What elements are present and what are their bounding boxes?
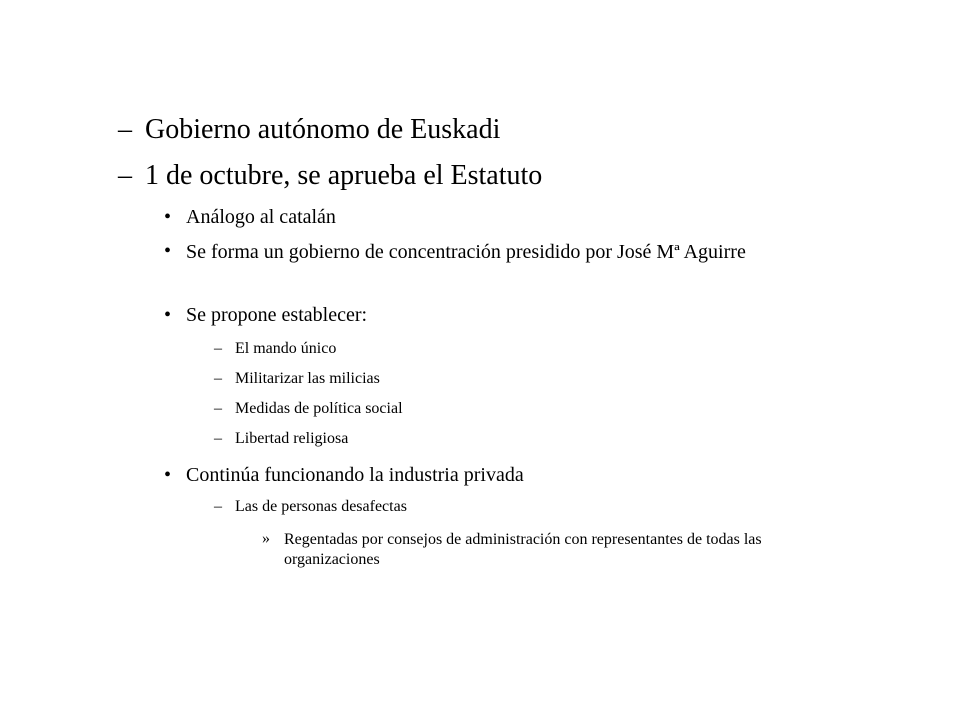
list-item-text: Continúa funcionando la industria privada <box>186 464 524 486</box>
bullet-marker: • <box>164 206 172 228</box>
list-item-text: Medidas de política social <box>235 400 403 417</box>
list-item-text: Análogo al catalán <box>186 206 336 228</box>
bullet-marker: • <box>164 240 172 262</box>
list-item-text: Las de personas desafectas <box>235 498 407 515</box>
dash-marker: – <box>118 160 132 191</box>
bullet-marker: • <box>164 464 172 486</box>
dash-marker: – <box>214 340 222 357</box>
list-item-text: 1 de octubre, se aprueba el Estatuto <box>145 160 543 191</box>
list-item-text: Se forma un gobierno de concentración presidido por José Mª Aguirre <box>186 241 746 263</box>
list-item-text: Regentadas por consejos de administración con representantes de todas las organizaciones <box>284 531 762 568</box>
list-item-text: Libertad religiosa <box>235 430 349 447</box>
list-item-text: Militarizar las milicias <box>235 370 380 387</box>
chevron-marker: » <box>262 530 270 547</box>
dash-marker: – <box>214 370 222 387</box>
dash-marker: – <box>214 498 222 515</box>
dash-marker: – <box>214 400 222 417</box>
bullet-marker: • <box>164 304 172 326</box>
list-item-text: Se propone establecer: <box>186 304 368 326</box>
dash-marker: – <box>214 430 222 447</box>
dash-marker: – <box>118 114 132 145</box>
list-item-text: Gobierno autónomo de Euskadi <box>145 114 501 145</box>
list-item-text: El mando único <box>235 340 337 357</box>
